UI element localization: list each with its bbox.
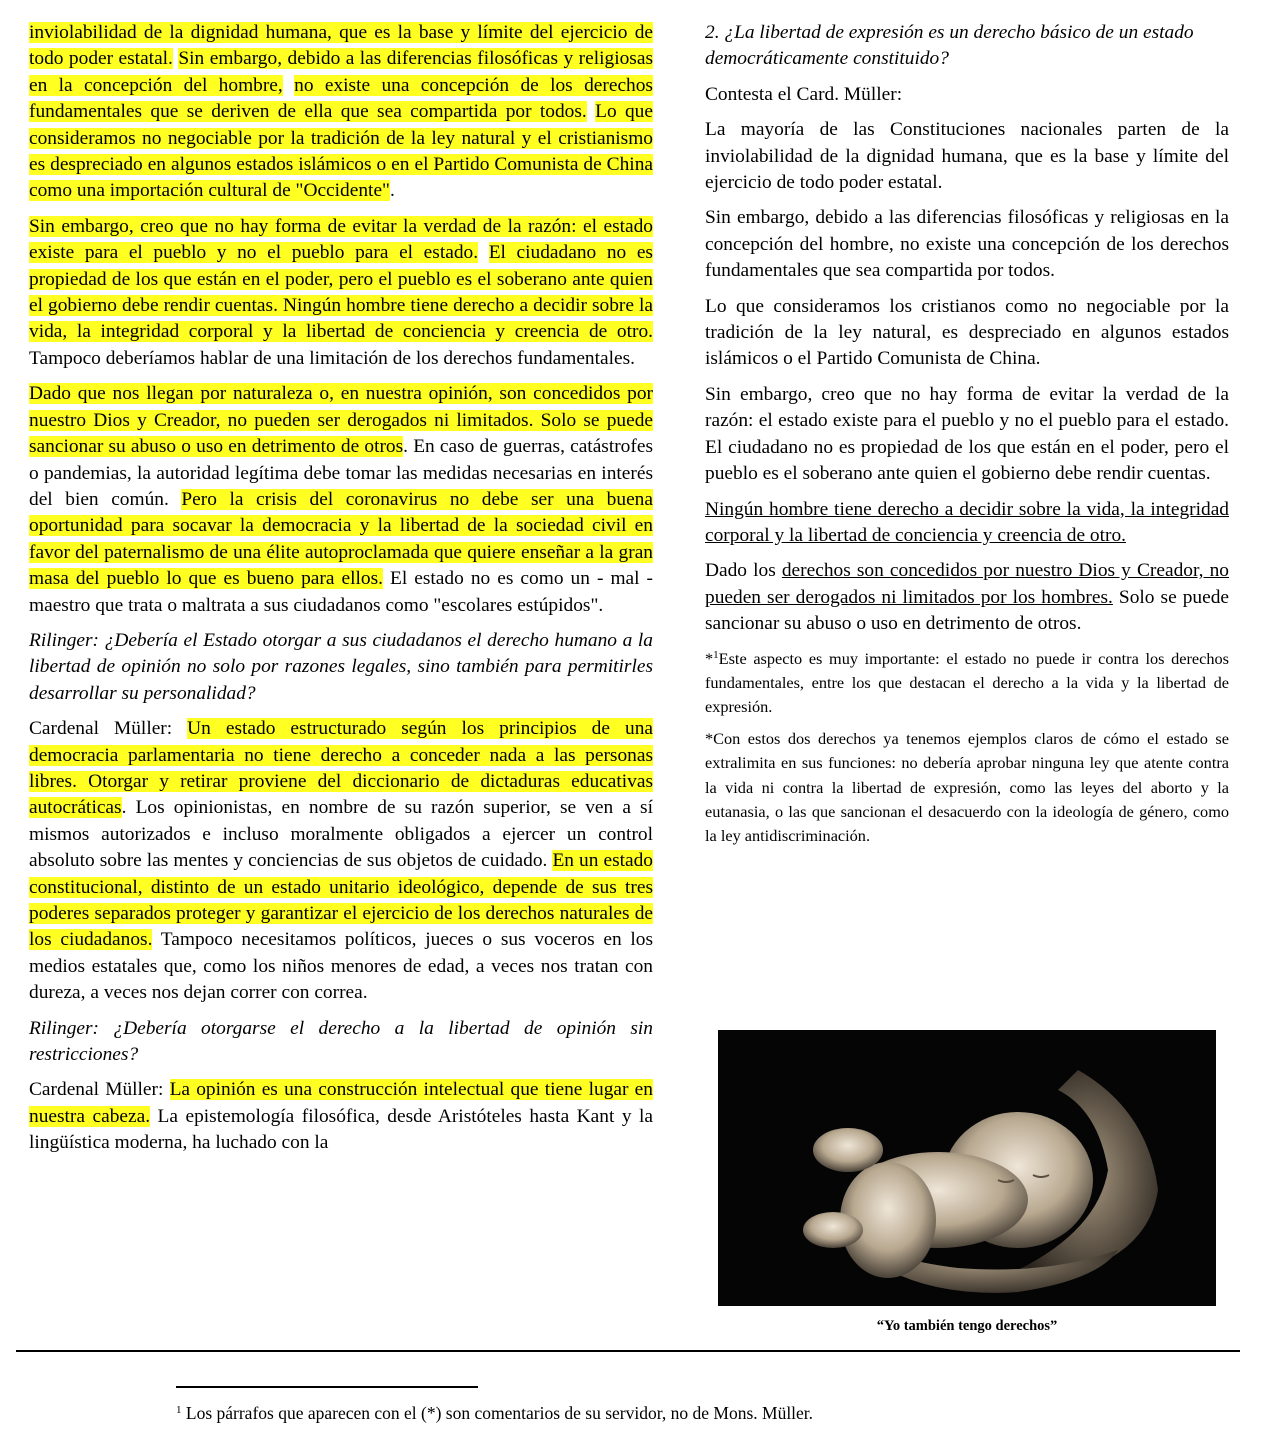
footnote-ref: 1	[713, 648, 719, 661]
paragraph: Sin embargo, debido a las diferencias filosóficas y religiosas en la concepción del hombre, no existe una concepción de los derechos fundamentales que sea compartida por todos.	[705, 207, 1229, 282]
speaker: Cardenal Müller:	[29, 718, 188, 740]
footnote	[176, 1402, 813, 1424]
text: . Los opinionistas, en nombre de su razón superior, se ven a sí mismos autorizados e incluso moralmente obligados a ejercer un control absoluto sobre las mentes y conciencias de sus objetos de cuidado.	[29, 797, 653, 872]
underlined-text: Ningún hombre tiene derecho a decidir sobre la vida, la integridad corporal y la libertad de conciencia y creencia de otro.	[705, 498, 1229, 546]
text: Tampoco necesitamos políticos, jueces o sus voceros en los medios estatales que, como los niños menores de edad, a veces nos tratan con dureza, a veces nos dejan correr con correa.	[29, 929, 653, 1004]
paragraph-answer-opinion	[29, 1077, 653, 1156]
highlight: Lo que consideramos no negociable por la tradición de la ley natural y el cristianismo es despreciado en algunos estados islámicos o en el Partido Comunista de China como una importación cultural de "Occidente"	[29, 101, 653, 202]
right-column	[705, 20, 1229, 856]
note-text: Este aspecto es muy importante: el estado no puede ir contra los derechos fundamentales, entre los que destacan el derecho a la vida y la libertad de expresión.	[705, 648, 1229, 716]
answer-intro: Contesta el Card. Müller:	[705, 83, 903, 105]
text: Dado los	[705, 560, 782, 582]
text: .	[389, 180, 395, 202]
text: Tampoco deberíamos hablar de una limitación de los derechos fundamentales.	[29, 347, 636, 369]
footnote-number: 1	[176, 1404, 182, 1416]
text: El estado no es como un - mal - maestro que trata o maltrata a sus ciudadanos como "escolares estúpidos".	[29, 568, 653, 616]
paragraph-dignidad	[29, 20, 653, 205]
paragraph-answer-estado	[29, 716, 653, 1006]
text: . En caso de guerras, catástrofes o pandemias, la autoridad legítima debe tomar las medidas necesarias en interés del bien común.	[29, 436, 653, 510]
baby-photo	[718, 1030, 1216, 1306]
paragraph: La mayoría de las Constituciones nacionales parten de la inviolabilidad de la dignidad humana, que es la base y límite del ejercicio de todo poder estatal.	[705, 119, 1229, 194]
highlight: En un estado constitucional, distinto de un estado unitario ideológico, depende de sus tres poderes separados proteger y garantizar el ejercicio de los derechos naturales de los ciudadanos.	[29, 850, 653, 951]
interview-question: Rilinger: ¿Debería el Estado otorgar a sus ciudadanos el derecho humano a la libertad de opinión no solo por razones legales, sino también para permitirles desarrollar su personalidad?	[29, 629, 653, 704]
text: La epistemología filosófica, desde Aristóteles hasta Kant y la lingüística moderna, ha luchado con la	[29, 1105, 654, 1154]
paragraph: Lo que consideramos los cristianos como no negociable por la tradición de la ley natural, es despreciado en algunos estados islámicos o el Partido Comunista de China.	[705, 295, 1229, 370]
highlight: inviolabilidad de la dignidad humana, que es la base y límite del ejercicio de todo poder estatal.	[29, 22, 653, 70]
highlight: Dado que nos llegan por naturaleza o, en nuestra opinión, son concedidos por nuestro Dios y Creador, no pueden ser derogados ni limitados. Solo se puede sancionar su abuso o uso en detrimento de otros	[29, 383, 653, 458]
highlight: no existe una concepción de los derechos fundamentales que se deriven de ella que sea compartida por todos.	[29, 74, 653, 123]
paragraph-verdad-razon	[29, 214, 653, 372]
page-divider	[16, 1350, 1240, 1352]
highlight: El ciudadano no es propiedad de los que están en el poder, pero el pueblo es el soberano ante quien el gobierno debe rendir cuentas. Ningún hombre tiene derecho a decidir sobre la vida, la integridad corporal y la libertad de conciencia y creencia de otro.	[29, 242, 653, 343]
left-column	[29, 20, 653, 1166]
comment-note	[705, 647, 1229, 720]
note-star: *	[705, 648, 714, 668]
comment-note: *Con estos dos derechos ya tenemos ejemplos claros de cómo el estado se extralimita en sus funciones: no debería aprobar ninguna ley que atente contra la vida ni contra la libertad de expresión, como las leyes del aborto y la eutanasia, o las que sancionan el desacuerdo con la ideología de género, como la ley antidiscriminación.	[705, 729, 1229, 845]
interview-question: Rilinger: ¿Debería otorgarse el derecho a la libertad de opinión sin restricciones?	[29, 1017, 653, 1066]
highlight: Sin embargo, debido a las diferencias filosóficas y religiosas en la concepción del hombre,	[29, 48, 653, 96]
footnote-separator	[176, 1386, 478, 1388]
paragraph-naturaleza	[29, 381, 653, 619]
baby-in-hands-illustration	[718, 1030, 1216, 1306]
image-caption: “Yo también tengo derechos”	[876, 1318, 1058, 1334]
paragraph	[705, 558, 1229, 637]
highlight: Sin embargo, creo que no hay forma de evitar la verdad de la razón: el estado existe para el pueblo y no el pueblo para el estado.	[29, 215, 653, 264]
highlight: Pero la crisis del coronavirus no debe ser una buena oportunidad para socavar la democracia y la libertad de la sociedad civil en favor del paternalismo de una élite autoproclamada que quiere enseñar a la gran masa del pueblo lo que es bueno para ellos.	[29, 488, 653, 590]
question-heading: 2. ¿La libertad de expresión es un derecho básico de un estado democráticamente constituido?	[705, 22, 1194, 70]
highlight: Un estado estructurado según los principios de una democracia parlamentaria no tiene derecho a conceder nada a las personas libres.	[29, 718, 653, 792]
highlight: Otorgar y retirar proviene del diccionario de dictaduras educativas autocráticas	[29, 770, 653, 819]
underlined-paragraph	[705, 497, 1229, 550]
underlined-text: derechos son concedidos por nuestro Dios y Creador, no pueden ser derogados ni limitados por los hombres.	[705, 560, 1229, 608]
text: Solo se puede sancionar su abuso o uso en detrimento de otros.	[705, 586, 1230, 635]
highlight: La opinión es una construcción intelectual que tiene lugar en nuestra cabeza.	[29, 1079, 653, 1127]
footnote-text: Los párrafos que aparecen con el (*) son comentarios de su servidor, no de Mons. Müller.	[181, 1403, 814, 1423]
paragraph: Sin embargo, creo que no hay forma de evitar la verdad de la razón: el estado existe para el pueblo y no el pueblo para el estado. El ciudadano no es propiedad de los que están en el poder, pero el pueblo es el soberano ante quien el gobierno debe rendir cuentas.	[705, 383, 1229, 485]
speaker: Cardenal Müller:	[29, 1079, 170, 1101]
